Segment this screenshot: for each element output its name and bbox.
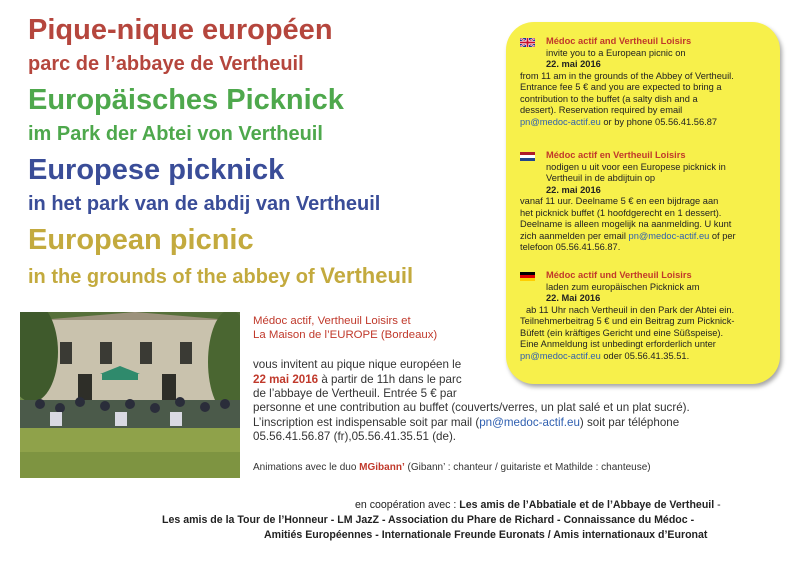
info-card (506, 22, 780, 384)
card-de-line: Büfett (ein kräftiges Gericht und eine Süßspeise). (520, 327, 724, 338)
card-en-title: Médoc actif and Vertheuil Loisirs (546, 36, 692, 46)
card-nl-date: 22. mai 2016 (546, 184, 601, 195)
card-en-line: Entrance fee 5 € and you are expected to bring a (520, 82, 722, 92)
fr-invite-text (253, 358, 503, 402)
fr-subtitle: parc de l’abbaye de Vertheuil (28, 53, 304, 75)
fr-text-line: 05.56.41.56.87 (fr),05.56.41.35.51 (de). (253, 430, 457, 443)
fr-invite-text-wide (253, 401, 690, 445)
card-nl-line: het picknick buffet (1 hoofdgerecht en 1 dessert). (520, 207, 722, 218)
fr-text-line: L’inscription est indispensable soit par mail (pn@medoc-actif.eu) soit par téléphone (253, 415, 680, 429)
de-flag-icon (520, 272, 535, 281)
fr-text-line: personne et une contribution au buffet (couverts/verres, un plat salé et un plat sucré). (253, 401, 690, 414)
card-en-line: from 11 am in the grounds of the Abbey of Vertheuil. (520, 70, 734, 81)
fr-text-line: 22 mai 2016 à partir de 11h dans le parc (253, 372, 462, 386)
card-block-nl (520, 150, 770, 254)
card-de-invite: laden zum europäischen Picknick am (546, 281, 700, 292)
card-de-line: Teilnehmerbeitrag 5 € und ein Beitrag zum Picknick- (520, 316, 735, 326)
card-nl-line: telefoon 05.56.41.56.87. (520, 242, 621, 252)
card-de-contact: pn@medoc-actif.eu oder 05.56.41.35.51. (520, 350, 690, 361)
fr-title: Pique-nique européen (28, 14, 333, 46)
card-en-contact: pn@medoc-actif.eu or by phone 05.56.41.56.87 (520, 116, 718, 127)
card-nl-title: Médoc actif en Vertheuil Loisirs (546, 150, 686, 160)
de-subtitle: im Park der Abtei von Vertheuil (28, 123, 323, 145)
footer-partners-line: Les amis de la Tour de l’Honneur - LM JazZ - Association du Phare de Richard - Connaissance du Médoc - (162, 514, 695, 526)
card-en-line: dessert). Reservation required by email (520, 105, 683, 115)
card-de-title: Médoc actif und Vertheuil Loisirs (546, 270, 692, 280)
abbey-picnic-photo (20, 312, 240, 478)
fr-date: 22 mai 2016 (253, 372, 319, 386)
card-en-line: contribution to the buffet (a salty dish and a (520, 93, 698, 104)
card-nl-email-link[interactable]: pn@medoc-actif.eu (628, 230, 710, 241)
card-nl-invite: Vertheuil in de abdijtuin op (546, 173, 656, 183)
footer-coop: en coopération avec : Les amis de l’Abbatiale et de l’Abbaye de Vertheuil - (355, 499, 721, 511)
fr-text-line: vous invitent au pique nique européen le (253, 358, 462, 371)
uk-flag-icon (520, 38, 535, 47)
card-nl-line: vanaf 11 uur. Deelname 5 € en een bijdrage aan (520, 196, 719, 206)
nl-flag-icon (520, 152, 535, 161)
card-de-email-link[interactable]: pn@medoc-actif.eu (520, 350, 601, 361)
card-nl-invite: nodigen u uit voor een Europese picknick in (546, 161, 726, 172)
de-title: Europäisches Picknick (28, 84, 344, 116)
card-block-de (520, 270, 770, 362)
fr-animation: Animations avec le duo MGibann’ (Gibann’ : chanteur / guitariste et Mathilde : chanteuse) (253, 462, 651, 473)
en-subtitle-place: Vertheuil (320, 263, 414, 288)
fr-organizers (253, 314, 437, 342)
nl-title: Europese picknick (28, 154, 285, 186)
footer-partners-line: Amitiés Européennes - Internationale Freunde Euronats / Amis internationaux d’Euronat (264, 529, 708, 541)
card-en-email-link[interactable]: pn@medoc-actif.eu (520, 116, 601, 127)
card-en-date: 22. mai 2016 (546, 59, 601, 69)
fr-animation-band: MGibann’ (359, 462, 405, 473)
card-de-date: 22. Mai 2016 (546, 293, 601, 303)
card-de-line: Eine Anmeldung ist unbedingt erforderlich unter (520, 339, 716, 349)
card-nl-line: Deelname is alleen mogelijk na aanmelding. U kunt (520, 219, 732, 229)
card-de-line: ab 11 Uhr nach Vertheuil in den Park der Abtei ein. (526, 304, 735, 315)
en-title: European picnic (28, 224, 254, 256)
card-nl-contact: zich aanmelden per email pn@medoc-actif.eu of per (520, 230, 736, 241)
en-subtitle: in the grounds of the abbey of Vertheuil (28, 263, 414, 288)
fr-organizer-line: La Maison de l’EUROPE (Bordeaux) (253, 329, 438, 341)
card-en-invite: invite you to a European picnic on (546, 47, 686, 58)
card-block-en (520, 36, 770, 128)
fr-email-link[interactable]: pn@medoc-actif.eu (479, 415, 580, 429)
nl-subtitle: in het park van de abdij van Vertheuil (28, 193, 381, 215)
fr-organizer-line: Médoc actif, Vertheuil Loisirs et (253, 315, 411, 327)
fr-text-line: de l’abbaye de Vertheuil. Entrée 5 € par (253, 387, 457, 400)
